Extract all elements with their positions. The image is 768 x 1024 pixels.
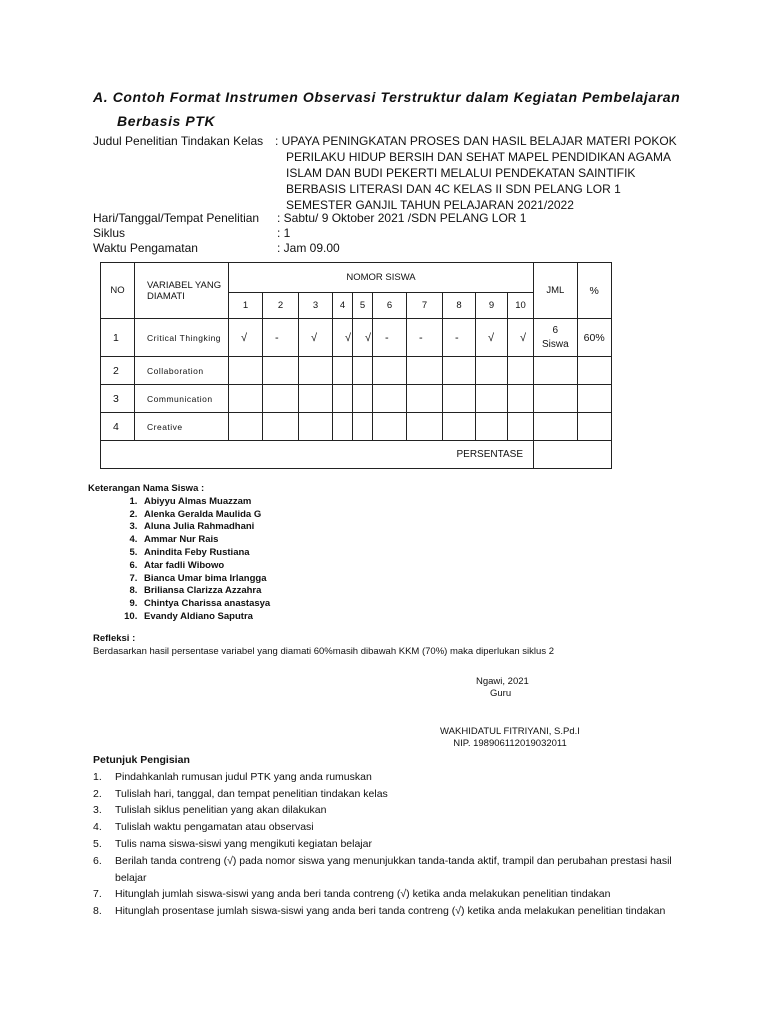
row-mark	[229, 357, 263, 385]
row-jml: 6 Siswa	[534, 319, 578, 357]
table-row	[101, 413, 612, 441]
row-mark	[443, 413, 476, 441]
sign-nip: NIP. 198906112019032011	[453, 738, 567, 749]
student-item: 7. Bianca Umar bima Irlangga	[140, 573, 270, 586]
petunjuk-item	[93, 853, 693, 887]
petunjuk-item	[93, 819, 693, 836]
row-mark	[263, 357, 299, 385]
petunjuk-number: 7.	[93, 888, 102, 901]
col-header: 9	[476, 293, 508, 319]
row-variable: Communication	[135, 385, 229, 413]
document-title	[93, 86, 680, 132]
col-header: 2	[263, 293, 299, 319]
persentase-label	[101, 441, 534, 469]
row-mark	[476, 385, 508, 413]
row-mark	[299, 413, 333, 441]
row-mark	[508, 385, 534, 413]
refleksi-block	[93, 632, 554, 658]
row-mark	[373, 357, 407, 385]
petunjuk-number: 1.	[93, 770, 102, 783]
judul-line: SEMESTER GANJIL TAHUN PELAJARAN 2021/2022	[286, 198, 574, 212]
col-header: 4	[333, 293, 353, 319]
sign-name: WAKHIDATUL FITRIYANI, S.Pd.I	[440, 726, 580, 737]
sign-place-date: Ngawi, 2021	[476, 676, 529, 687]
row-mark: √	[229, 319, 263, 357]
petunjuk-number: 4.	[93, 821, 102, 834]
student-item: 10. Evandy Aldiano Saputra	[140, 611, 270, 624]
petunjuk-text: Tulislah hari, tanggal, dan tempat penelitian tindakan kelas	[115, 787, 388, 800]
student-item: 6. Atar fadli Wibowo	[140, 560, 270, 573]
col-header: 6	[373, 293, 407, 319]
petunjuk-text: Tulislah waktu pengamatan atau observasi	[115, 821, 314, 834]
row-mark	[333, 413, 353, 441]
col-header: 10	[508, 293, 534, 319]
persentase-text: PERSENTASE	[456, 449, 523, 460]
student-list	[118, 496, 270, 624]
row-mark: -	[263, 319, 299, 357]
row-mark	[476, 413, 508, 441]
judul-line: BERBASIS LITERASI DAN 4C KELAS II SDN PELANG LOR 1	[286, 182, 621, 196]
header-variabel: VARIABEL YANG DIAMATI	[135, 263, 229, 319]
header-no: NO	[101, 263, 135, 319]
waktu-label: Waktu Pengamatan	[93, 241, 198, 255]
header-percent: %	[577, 263, 611, 319]
row-mark	[333, 357, 353, 385]
title-line-1: A. Contoh Format Instrumen Observasi Terstruktur dalam Kegiatan Pembelajaran	[93, 89, 681, 105]
table-row	[101, 357, 612, 385]
col-header: 8	[443, 293, 476, 319]
row-percent	[577, 413, 611, 441]
row-percent	[577, 357, 611, 385]
petunjuk-item	[93, 886, 693, 903]
col-header: 3	[299, 293, 333, 319]
table-body	[101, 319, 612, 441]
petunjuk-list	[93, 769, 693, 920]
student-item: 1. Abiyyu Almas Muazzam	[140, 496, 270, 509]
row-mark	[353, 385, 373, 413]
refleksi-text: Berdasarkan hasil persentase variabel yang diamati 60%masih dibawah KKM (70%) maka diperlukan siklus 2	[93, 646, 554, 657]
row-mark: √	[333, 319, 353, 357]
petunjuk-item	[93, 786, 693, 803]
row-mark: √	[299, 319, 333, 357]
row-jml	[534, 385, 578, 413]
keterangan-title: Keterangan Nama Siswa :	[88, 483, 205, 494]
col-header: 7	[407, 293, 443, 319]
row-mark	[263, 385, 299, 413]
row-mark	[299, 357, 333, 385]
row-no: 3	[101, 385, 135, 413]
petunjuk-block	[93, 752, 693, 920]
petunjuk-text: Hitunglah prosentase jumlah siswa-siswi yang anda beri tanda contreng (√) ketika anda melakukan penelitian tindakan	[115, 905, 666, 918]
persentase-value	[534, 441, 612, 469]
row-mark	[407, 357, 443, 385]
row-mark	[443, 357, 476, 385]
judul-line: ISLAM DAN BUDI PEKERTI MELALUI PENDEKATAN SAINTIFIK	[286, 166, 636, 180]
judul-value	[275, 133, 695, 213]
header-jml: JML	[534, 263, 578, 319]
row-mark	[508, 357, 534, 385]
judul-label: Judul Penelitian Tindakan Kelas	[93, 134, 264, 148]
row-mark	[407, 413, 443, 441]
row-percent: 60%	[577, 319, 611, 357]
header-row	[101, 263, 612, 293]
row-mark: -	[443, 319, 476, 357]
row-jml	[534, 413, 578, 441]
siklus-label: Siklus	[93, 226, 126, 240]
petunjuk-number: 8.	[93, 905, 102, 918]
siklus-value: : 1	[277, 226, 291, 240]
petunjuk-item	[93, 836, 693, 853]
petunjuk-item	[93, 903, 693, 920]
petunjuk-number: 6.	[93, 854, 102, 867]
petunjuk-text: Tulislah siklus penelitian yang akan dilakukan	[115, 804, 327, 817]
row-mark: √	[353, 319, 373, 357]
petunjuk-number: 3.	[93, 804, 102, 817]
row-mark: √	[508, 319, 534, 357]
refleksi-title: Refleksi :	[93, 633, 136, 644]
petunjuk-text: Hitunglah jumlah siswa-siswi yang anda beri tanda contreng (√) ketika anda melakukan penelitian tindakan	[115, 888, 611, 901]
row-mark: √	[476, 319, 508, 357]
petunjuk-number: 5.	[93, 837, 102, 850]
row-no: 2	[101, 357, 135, 385]
student-item: 5. Anindita Feby Rustiana	[140, 547, 270, 560]
student-item: 4. Ammar Nur Rais	[140, 534, 270, 547]
observation-table	[100, 262, 612, 469]
waktu-value: : Jam 09.00	[277, 241, 340, 255]
row-mark	[353, 413, 373, 441]
petunjuk-item	[93, 769, 693, 786]
keterangan-block	[88, 483, 271, 624]
hari-label: Hari/Tanggal/Tempat Penelitian	[93, 211, 260, 225]
student-item: 3. Aluna Julia Rahmadhani	[140, 521, 270, 534]
row-percent	[577, 385, 611, 413]
header-nomor-siswa: NOMOR SISWA	[229, 263, 534, 293]
petunjuk-text: Berilah tanda contreng (√) pada nomor siswa yang menunjukkan tanda-tanda aktif, trampil dan perubahan prestasi hasil belajar	[115, 854, 672, 884]
row-mark	[353, 357, 373, 385]
sign-role: Guru	[490, 688, 512, 699]
judul-line: : UPAYA PENINGKATAN PROSES DAN HASIL BELAJAR MATERI POKOK	[275, 134, 677, 148]
row-mark	[476, 357, 508, 385]
row-variable: Collaboration	[135, 357, 229, 385]
row-mark	[443, 385, 476, 413]
petunjuk-text: Tulis nama siswa-siswi yang mengikuti kegiatan belajar	[115, 837, 372, 850]
row-no: 4	[101, 413, 135, 441]
table-row	[101, 319, 612, 357]
student-item: 2. Alenka Geralda Maulida G	[140, 509, 270, 522]
persentase-row	[101, 441, 612, 469]
row-mark: -	[373, 319, 407, 357]
row-mark	[508, 413, 534, 441]
row-mark	[407, 385, 443, 413]
row-jml	[534, 357, 578, 385]
row-mark	[373, 413, 407, 441]
col-header: 5	[353, 293, 373, 319]
petunjuk-number: 2.	[93, 787, 102, 800]
row-mark	[373, 385, 407, 413]
petunjuk-title: Petunjuk Pengisian	[93, 754, 190, 766]
student-item: 8. Briliansa Clarizza Azzahra	[140, 585, 270, 598]
row-mark	[229, 413, 263, 441]
row-mark	[333, 385, 353, 413]
title-line-2: Berbasis PTK	[117, 113, 216, 129]
row-no: 1	[101, 319, 135, 357]
table-row	[101, 385, 612, 413]
row-variable: Critical Thingking	[135, 319, 229, 357]
petunjuk-text: Pindahkanlah rumusan judul PTK yang anda rumuskan	[115, 770, 372, 783]
row-variable: Creative	[135, 413, 229, 441]
row-mark: -	[407, 319, 443, 357]
hari-value: : Sabtu/ 9 Oktober 2021 /SDN PELANG LOR 1	[277, 211, 527, 225]
judul-line: PERILAKU HIDUP BERSIH DAN SEHAT MAPEL PENDIDIKAN AGAMA	[286, 150, 671, 164]
row-mark	[229, 385, 263, 413]
col-header: 1	[229, 293, 263, 319]
petunjuk-item	[93, 802, 693, 819]
student-item: 9. Chintya Charissa anastasya	[140, 598, 270, 611]
row-mark	[299, 385, 333, 413]
row-mark	[263, 413, 299, 441]
